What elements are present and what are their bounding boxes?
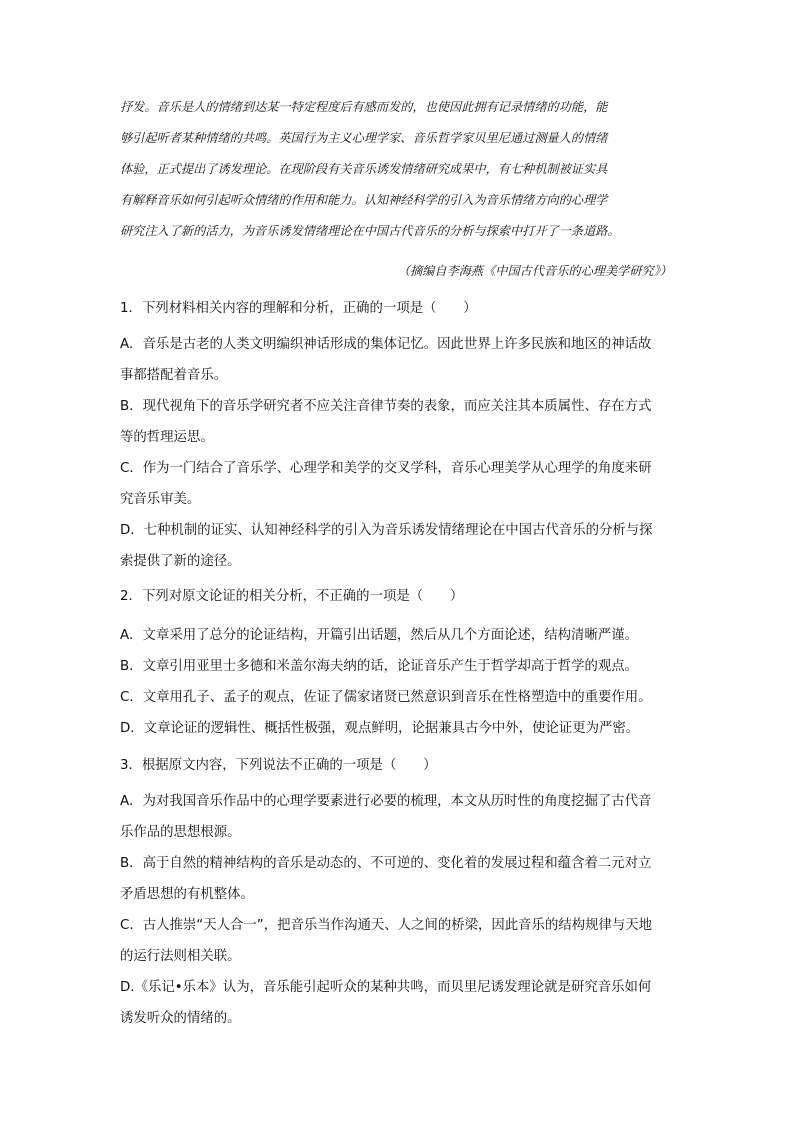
option-d: D．文章论证的逻辑性、概括性极强，观点鲜明，论据兼具古今中外，使论证更为严密。	[120, 721, 640, 736]
option-b: B．文章引用亚里士多德和米盖尔海夫纳的话，论证音乐产生于哲学却高于哲学的观点。	[120, 659, 639, 674]
option-c-line-2: 的运行法则相关联。	[120, 949, 241, 964]
option-d-line-2: 索提供了新的途径。	[120, 554, 241, 569]
passage-line: 有解释音乐如何引起听众情绪的作用和能力。认知神经科学的引入为音乐情绪方向的心理学	[120, 193, 608, 207]
option-a-line-2: 事都搭配着音乐。	[120, 368, 228, 383]
option-a-line-2: 乐作品的思想根源。	[120, 825, 241, 840]
option-a-line-1: A．音乐是古老的人类文明编织神话形成的集体记忆。因此世界上许多民族和地区的神话故	[120, 337, 652, 352]
option-a: A．文章采用了总分的论证结构，开篇引出话题，然后从几个方面论述，结构清晰严谨。	[120, 628, 639, 643]
question-stem: 3．根据原文内容，下列说法不正确的一项是（ ）	[120, 758, 437, 773]
option-b-line-1: B．现代视角下的音乐学研究者不应关注音律节奏的表象，而应关注其本质属性、存在方式	[120, 399, 652, 414]
passage-line: 抒发。音乐是人的情绪到达某一特定程度后有感而发的，也使因此拥有记录情绪的功能，能	[120, 100, 608, 114]
option-a-line-1: A．为对我国音乐作品中的心理学要素进行必要的梳理，本文从历时性的角度挖掘了古代音	[120, 794, 652, 809]
option-d-line-2: 诱发听众的情绪的。	[120, 1011, 241, 1026]
option-b-line-2: 等的哲理运思。	[120, 430, 214, 445]
option-c-line-1: C．作为一门结合了音乐学、心理学和美学的交叉学科，音乐心理美学从心理学的角度来研	[120, 461, 652, 476]
passage-line: 够引起听者某种情绪的共鸣。英国行为主义心理学家、音乐哲学家贝里尼通过测量人的情绪	[120, 131, 608, 145]
passage-line: 研究注入了新的活力，为音乐诱发情绪理论在中国古代音乐的分析与探索中打开了一条道路。	[120, 224, 620, 238]
question-stem: 2．下列对原文论证的相关分析，不正确的一项是（ ）	[120, 589, 464, 604]
passage-source: （摘编自李海燕《中国古代音乐的心理美学研究》）	[397, 264, 672, 278]
option-b-line-2: 矛盾思想的有机整体。	[120, 887, 254, 902]
option-d-line-1: D．七种机制的证实、认知神经科学的引入为音乐诱发情绪理论在中国古代音乐的分析与探	[120, 523, 653, 538]
option-c: C．文章用孔子、孟子的观点，佐证了儒家诸贤已然意识到音乐在性格塑造中的重要作用。	[120, 690, 652, 705]
question-stem: 1．下列材料相关内容的理解和分析，正确的一项是（ ）	[120, 301, 477, 316]
option-c-line-1: C．古人推崇“天人合一”，把音乐当作沟通天、人之间的桥梁，因此音乐的结构规律与天地	[120, 918, 653, 933]
option-b-line-1: B．高于自然的精神结构的音乐是动态的、不可逆的、变化着的发展过程和蕴含着二元对立	[120, 856, 652, 871]
option-d-line-1: D.《乐记•乐本》认为，音乐能引起听众的某种共鸣，而贝里尼诱发理论就是研究音乐如何	[120, 980, 652, 995]
passage-line: 体验，正式提出了诱发理论。在现阶段有关音乐诱发情绪研究成果中，有七种机制被证实具	[120, 162, 608, 176]
option-c-line-2: 究音乐审美。	[120, 492, 201, 507]
